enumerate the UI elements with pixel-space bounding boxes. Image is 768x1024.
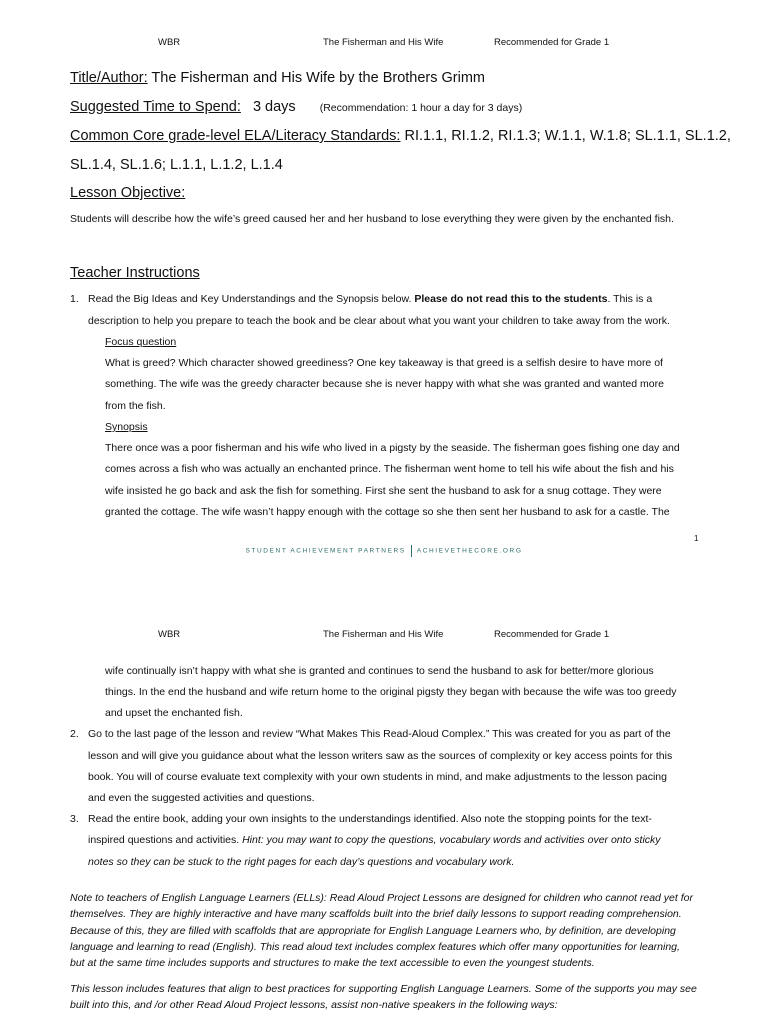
- title-author-value: The Fisherman and His Wife by the Brothers Grimm: [147, 70, 486, 86]
- page-number: 1: [694, 534, 699, 543]
- item-3-line-2: [88, 834, 708, 846]
- item-2-line-3: book. You will of course evaluate text complexity with your own students in mind, and make adjustments to the lesson pacing: [88, 771, 667, 783]
- item-1-number: 1.: [70, 293, 79, 305]
- header-left: WBR: [158, 37, 181, 48]
- item-1-line-2: description to help you prepare to teach the book and be clear about what you want your children to take away from the work.: [88, 315, 670, 327]
- focus-line-1: What is greed? Which character showed greediness? One key takeaway is that greed is a selfish desire to have more of: [105, 357, 663, 369]
- suggested-time-label: Suggested Time to Spend:: [70, 99, 241, 115]
- item-2-line-4: and even the suggested activities and questions.: [88, 792, 315, 804]
- synopsis-cont-line-1: wife continually isn’t happy with what she is granted and continues to send the husband to ask for better/more glorious: [105, 665, 654, 677]
- standards-line-2: SL.1.4, SL.1.6; L.1.1, L.1.2, L.1.4: [70, 157, 283, 173]
- standards-label: Common Core grade-level ELA/Literacy Standards:: [70, 128, 401, 144]
- synopsis-line-2: comes across a fish who was actually an enchanted prince. The fisherman went home to tell his wife about the fish and his: [105, 463, 674, 475]
- focus-line-2: something. The wife was the greedy character because she is never happy with what she was granted and wanted more: [105, 378, 664, 390]
- focus-line-3: from the fish.: [105, 400, 166, 412]
- ell-note-line-4: language and learning to read (English). This read aloud text includes complex features which offer many opportunities for learning,: [70, 940, 680, 953]
- ell-note: [70, 890, 698, 971]
- item-1-line-1: [88, 293, 708, 305]
- footer-logo-left: STUDENT ACHIEVEMENT PARTNERS: [245, 547, 406, 555]
- item-3-line-1: Read the entire book, adding your own insights to the understandings identified. Also note the stopping points for the text-: [88, 813, 652, 825]
- item-2-line-1: Go to the last page of the lesson and review “What Makes This Read-Aloud Complex.” This was created for you as part of the: [88, 728, 671, 740]
- focus-question-label: Focus question: [105, 336, 177, 348]
- suggested-time-value: 3 days: [252, 99, 296, 115]
- objective-text: Students will describe how the wife’s greed caused her and her husband to lose everything they were given by the enchanted fish.: [70, 213, 674, 225]
- header-grade: Recommended for Grade 1: [494, 37, 610, 48]
- item-1-text-a: Read the Big Ideas and Key Understandings and the Synopsis below.: [88, 293, 412, 305]
- header-grade-page-2: Recommended for Grade 1: [494, 629, 610, 640]
- item-1-bold: Please do not read this to the students: [414, 293, 608, 305]
- footer-logo: [0, 545, 768, 557]
- standards-line-1: [70, 128, 731, 144]
- item-3-line-2-text: inspired questions and activities.: [88, 834, 243, 846]
- ell-note-line-3: Because of this, they are filled with scaffolds that are appropriate for English Language Learners who, by definition, are developing: [70, 924, 676, 937]
- item-3-hint: Hint: you may want to copy the questions, vocabulary words and activities over onto sticky: [242, 834, 661, 846]
- item-3-number: 3.: [70, 813, 79, 825]
- header-left-page-2: WBR: [158, 629, 181, 640]
- standards-list-1: RI.1.1, RI.1.2, RI.1.3; W.1.1, W.1.8; SL.1.1, SL.1.2,: [400, 128, 731, 144]
- synopsis-cont-line-2: things. In the end the husband and wife return home to the original pigsty they began with because the wife was too greedy: [105, 686, 677, 698]
- item-3-line-3: notes so they can be stuck to the right pages for each day’s questions and vocabulary work.: [88, 856, 515, 868]
- synopsis-label: Synopsis: [105, 421, 148, 433]
- ell-note-line-1: Note to teachers of English Language Learners (ELLs): Read Aloud Project Lessons are designed for children who cannot read yet for: [70, 892, 693, 904]
- title-author-label: Title/Author:: [70, 70, 148, 86]
- ell-supports-line-1: This lesson includes features that align to best practices for supporting English Language Learners. Some of the supports you may see: [70, 983, 697, 995]
- item-2-line-2: lesson and will give you guidance about what the lesson writers saw as the sources of complexity or key access points for this: [88, 750, 673, 762]
- teacher-instructions-heading: Teacher Instructions: [70, 265, 200, 281]
- footer-logo-right: ACHIEVETHECORE.ORG: [416, 547, 523, 555]
- synopsis-line-1: There once was a poor fisherman and his wife who lived in a pigsty by the seaside. The fisherman goes fishing one day and: [105, 442, 680, 454]
- suggested-time-line: [70, 99, 522, 115]
- footer-separator: [411, 545, 412, 557]
- ell-supports-line-2: built into this, and /or other Read Aloud Project lessons, assist non-native speakers in the following ways:: [70, 999, 558, 1012]
- ell-note-line-5: but at the same time includes supports and structures to make the text accessible to even the youngest students.: [70, 957, 595, 970]
- ell-note-line-2: themselves. They are highly interactive and have many scaffolds built into the brief daily lessons to support reading comprehension.: [70, 908, 682, 921]
- title-author-line: [70, 70, 485, 86]
- item-1-text-b: . This is a: [607, 293, 653, 305]
- synopsis-line-4: granted the cottage. The wife wasn’t happy enough with the cottage so she then sent her husband to ask for a castle. The: [105, 506, 670, 518]
- ell-supports-note: [70, 981, 698, 1014]
- item-2-number: 2.: [70, 728, 79, 740]
- objective-label: Lesson Objective:: [70, 185, 186, 201]
- header-title-page-2: The Fisherman and His Wife: [323, 629, 444, 640]
- synopsis-cont-line-3: and upset the enchanted fish.: [105, 707, 243, 719]
- header-title: The Fisherman and His Wife: [323, 37, 444, 48]
- suggested-time-recommendation: (Recommendation: 1 hour a day for 3 days): [319, 102, 523, 114]
- synopsis-line-3: wife insisted he go back and ask the fish for something. First she sent the husband to ask for a snug cottage. They were: [105, 485, 662, 497]
